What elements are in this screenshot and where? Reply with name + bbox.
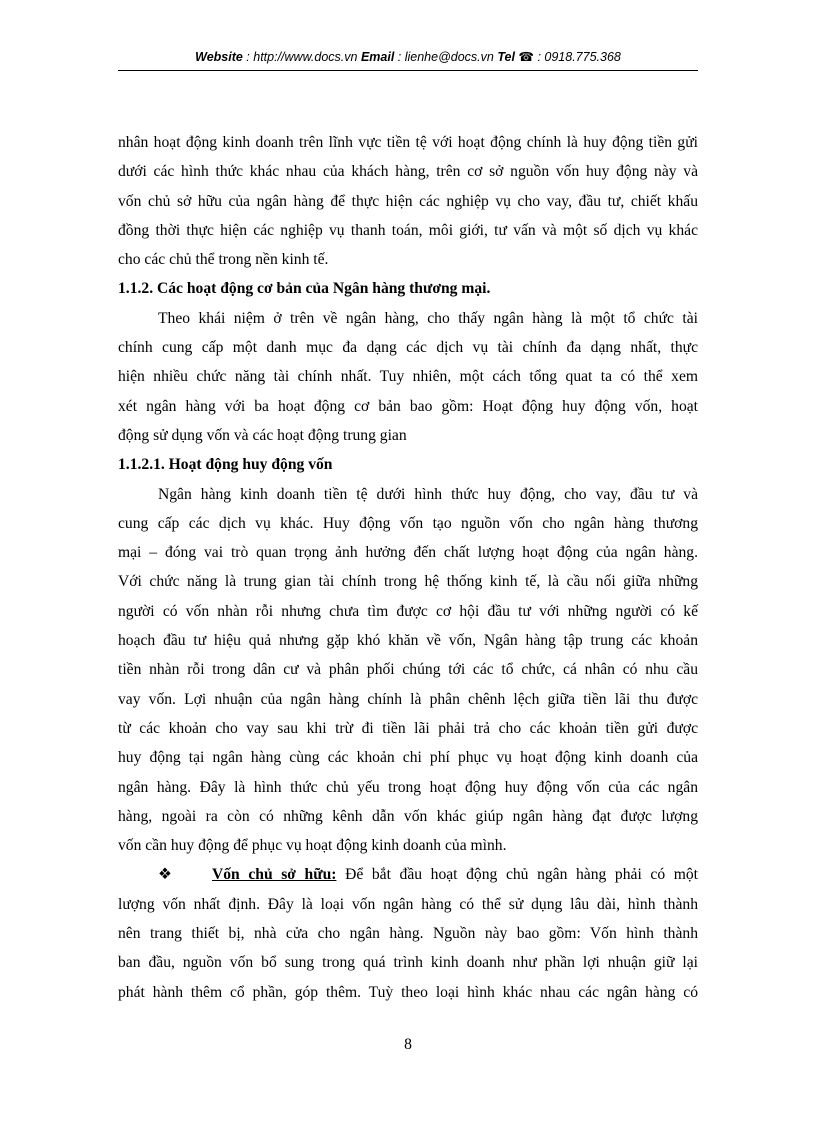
body-line: đồng thời thực hiện các nghiệp vụ thanh toán, môi giới, tư vấn và một số dịch vụ khác <box>118 221 698 239</box>
bullet-text: Để bắt đầu hoạt động chủ ngân hàng phải có một <box>336 866 698 884</box>
body-line: chính cung cấp một danh mục đa dạng các dịch vụ tài chính đa dạng nhất, thực <box>118 339 698 357</box>
body-line: hoạch đầu tư hiệu quả nhưng gặp khó khăn về vốn, Ngân hàng tập trung các khoản <box>118 632 698 650</box>
body-line: nên trang thiết bị, nhà cửa cho ngân hàng. Nguồn này bao gồm: Vốn hình thành <box>118 925 698 943</box>
page-number: 8 <box>404 1036 412 1053</box>
body-line: ban đầu, nguồn vốn bổ sung trong quá trình kinh doanh như phần lợi nhuận giữ lại <box>118 954 698 972</box>
body-line: phát hành thêm cổ phần, góp thêm. Tuỳ theo loại hình khác nhau các ngân hàng có <box>118 983 698 1001</box>
website-value: : http://www.docs.vn <box>242 50 361 64</box>
body-line: động sử dụng vốn và các hoạt động trung gian <box>118 426 407 444</box>
email-value: : lienhe@docs.vn <box>394 50 498 64</box>
body-line: người có vốn nhàn rỗi nhưng chưa tìm được cơ hội đầu tư với những người có kế <box>118 602 698 620</box>
body-line: Ngân hàng kinh doanh tiền tệ dưới hình thức huy động, cho vay, đầu tư và <box>158 485 698 503</box>
body-line: lượng vốn nhất định. Đây là loại vốn ngân hàng có thể sử dụng lâu dài, hình thành <box>118 895 698 913</box>
body-line: xét ngân hàng với ba hoạt động cơ bản bao gồm: Hoạt động huy động vốn, hoạt <box>118 397 698 415</box>
body-line: cho các chủ thể trong nền kinh tế. <box>118 251 329 269</box>
website-label: Website <box>195 50 243 64</box>
body-line: huy động tại ngân hàng cùng các khoản chi phí phục vụ hoạt động kinh doanh của <box>118 749 698 767</box>
bullet-item <box>118 860 698 889</box>
body-line: mại – đóng vai trò quan trọng ảnh hưởng đến chất lượng hoạt động của ngân hàng. <box>118 544 698 562</box>
body-line: dưới các hình thức khác nhau của khách hàng, trên cơ sở nguồn vốn huy động này và <box>118 163 698 181</box>
body-line: ngân hàng. Đây là hình thức chủ yếu trong hoạt động huy động vốn của các ngân <box>118 778 698 796</box>
body-line: tiền nhàn rỗi trong dân cư và phân phối chúng tới các tổ chức, cá nhân có nhu cầu <box>118 661 698 679</box>
document-body <box>118 128 698 1007</box>
email-label: Email <box>360 50 395 64</box>
tel-label: Tel <box>497 50 515 64</box>
body-line: hiện nhiều chức năng tài chính nhất. Tuy nhiên, một cách tổng quat ta có thể xem <box>118 368 698 386</box>
body-line: vốn cần huy động để phục vụ hoạt động kinh doanh của mình. <box>118 837 507 855</box>
body-line: từ các khoản cho vay sau khi trừ đi tiền lãi phải trả cho các khoản tiền gửi được <box>118 719 698 737</box>
bullet-term: Vốn chủ sở hữu: <box>212 866 337 884</box>
body-line: cung cấp các dịch vụ khác. Huy động vốn tạo nguồn vốn cho ngân hàng thương <box>118 514 698 532</box>
body-line: vốn chủ sở hữu của ngân hàng để thực hiện các nghiệp vụ cho vay, đầu tư, chiết khấu <box>118 192 698 210</box>
body-line: Với chức năng là trung gian tài chính trong hệ thống kinh tế, là cầu nối giữa những <box>118 573 698 591</box>
page-header <box>118 49 698 64</box>
body-line: hàng, ngoài ra còn có những kênh dẫn vốn khác giúp ngân hàng đạt được lượng <box>118 807 698 825</box>
section-heading: 1.1.2. Các hoạt động cơ bản của Ngân hàng thương mại. <box>118 280 491 298</box>
header-rule <box>118 70 698 71</box>
tel-value: ☎ : 0918.775.368 <box>514 50 621 64</box>
body-line: vay vốn. Lợi nhuận của ngân hàng chính là phân chênh lệch giữa tiền lãi thu được <box>118 690 698 708</box>
body-line: Theo khái niệm ở trên về ngân hàng, cho thấy ngân hàng là một tổ chức tài <box>158 309 698 327</box>
body-line: nhân hoạt động kinh doanh trên lĩnh vực tiền tệ với hoạt động chính là huy động tiền gửi <box>118 134 698 151</box>
diamond-bullet-icon: ❖ <box>158 866 172 884</box>
subsection-heading: 1.1.2.1. Hoạt động huy động vốn <box>118 456 333 474</box>
